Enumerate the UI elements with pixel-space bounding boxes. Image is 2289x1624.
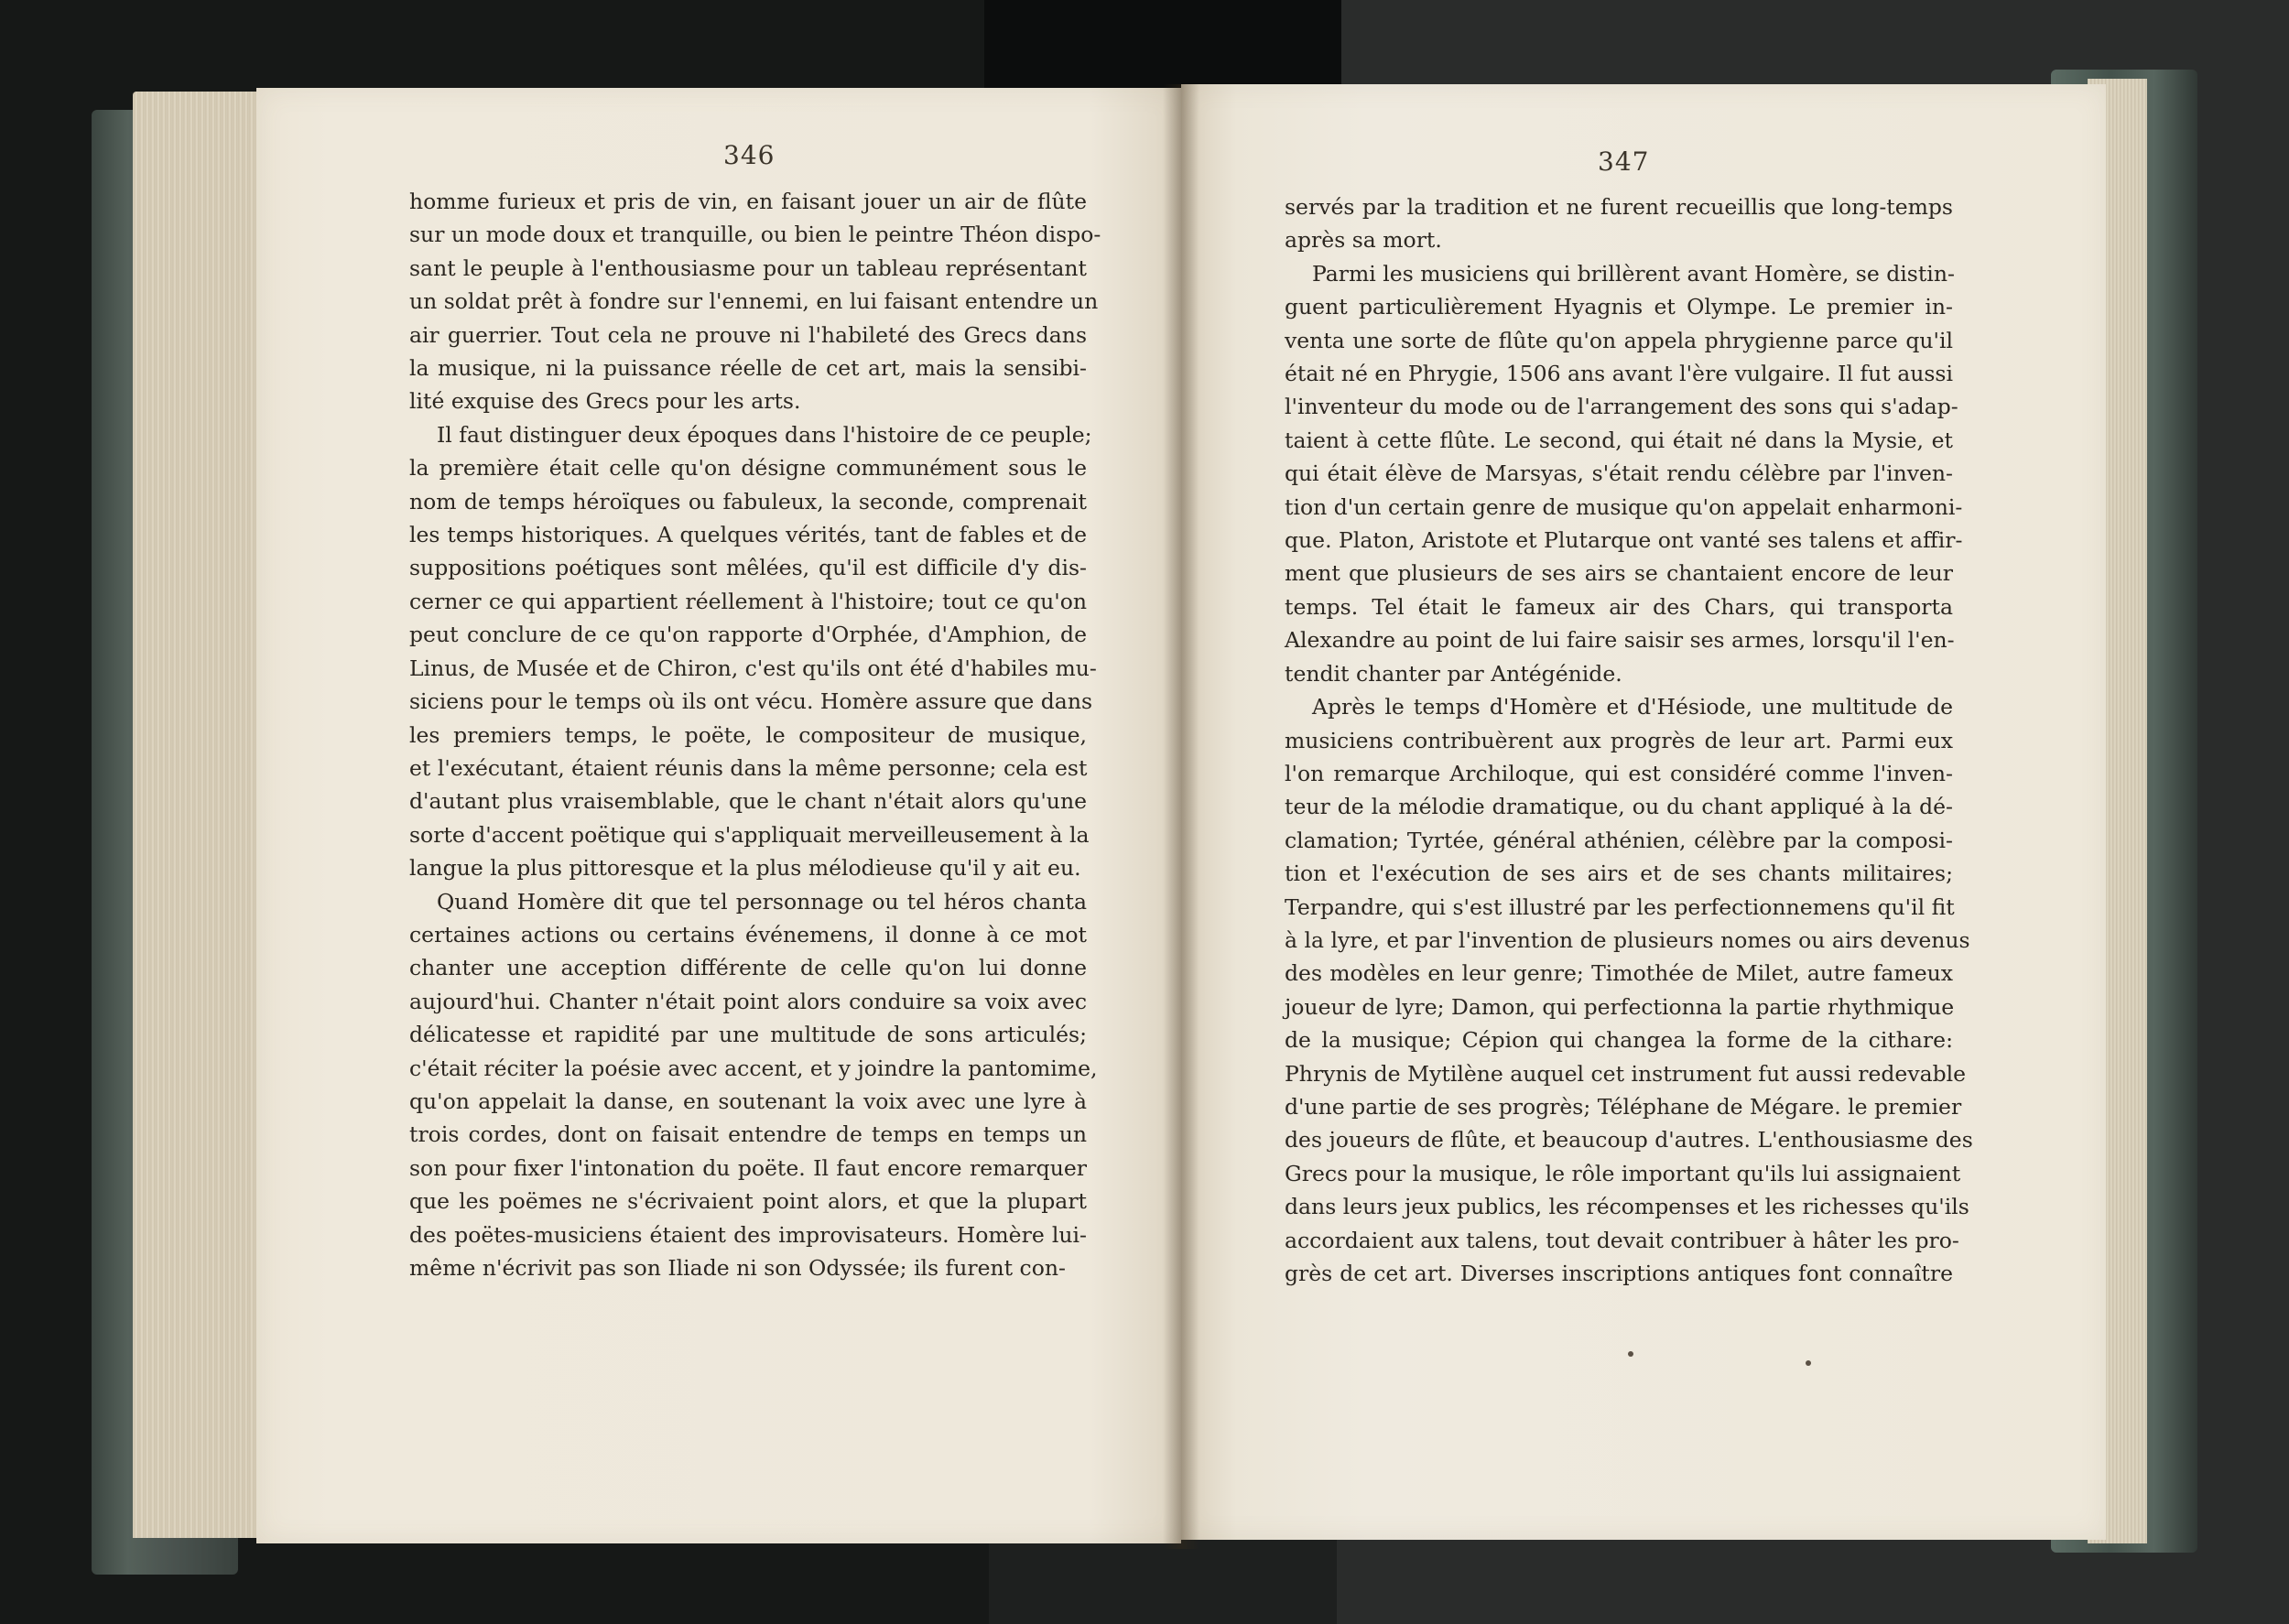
text-line: siciens pour le temps où ils ont vécu. Homère assure que dans [409, 688, 1093, 715]
text-line: la musique, ni la puissance réelle de cet art, mais la sensibi- [409, 355, 1087, 382]
text-line: tion d'un certain genre de musique qu'on appelait enharmoni- [1285, 493, 1963, 520]
text-line: cerner ce qui appartient réellement à l'histoire; tout ce qu'on [409, 588, 1087, 614]
text-line: Parmi les musiciens qui brillèrent avant Homère, se distin- [1312, 260, 1955, 287]
text-line: délicatesse et rapidité par une multitude de sons articulés; [409, 1022, 1087, 1048]
text-line: un soldat prêt à fondre sur l'ennemi, en lui faisant entendre un [409, 288, 1099, 315]
text-line: langue la plus pittoresque et la plus mélodieuse qu'il y ait eu. [409, 855, 1081, 882]
text-line: suppositions poétiques sont mêlées, qu'il est difficile d'y dis- [409, 555, 1087, 581]
left-page-text [409, 185, 1101, 1284]
right-page-number: 347 [1598, 146, 1650, 177]
text-line: que. Platon, Aristote et Plutarque ont vanté ses talens et affir- [1285, 527, 1963, 554]
text-line: des poëtes-musiciens étaient des improvisateurs. Homère lui- [409, 1221, 1087, 1248]
text-line: taient à cette flûte. Le second, qui était né dans la Mysie, et [1285, 427, 1953, 453]
text-line: les temps historiques. A quelques vérités, tant de fables et de [409, 522, 1087, 548]
text-line: venta une sorte de flûte qu'on appela phrygienne parce qu'il [1285, 327, 1953, 353]
text-line: Quand Homère dit que tel personnage ou tel héros chanta [437, 888, 1087, 915]
text-line: son pour fixer l'intonation du poëte. Il faut encore remarquer [409, 1154, 1087, 1181]
text-line: nom de temps héroïques ou fabuleux, la seconde, comprenait [409, 488, 1087, 514]
text-line: sant le peuple à l'enthousiasme pour un tableau représentant [409, 254, 1087, 281]
page-edges-left [133, 92, 270, 1538]
left-page-number: 346 [723, 140, 776, 170]
text-line: temps. Tel était le fameux air des Chars, qui transporta [1285, 593, 1953, 620]
text-line: lité exquise des Grecs pour les arts. [409, 388, 801, 415]
text-line: chanter une acception différente de celle qu'on lui donne [409, 955, 1087, 981]
text-line: de la musique; Cépion qui changea la forme de la cithare: [1285, 1027, 1953, 1054]
text-line: d'une partie de ses progrès; Téléphane de Mégare. le premier [1285, 1093, 1962, 1120]
text-line: homme furieux et pris de vin, en faisant jouer un air de flûte [409, 189, 1087, 214]
text-line: sur un mode doux et tranquille, ou bien le peintre Théon dispo- [409, 222, 1101, 248]
text-line: guent particulièrement Hyagnis et Olympe. Le premier in- [1285, 294, 1953, 320]
text-line: Après le temps d'Homère et d'Hésiode, une multitude de [1312, 694, 1953, 720]
paper-speck [1806, 1360, 1811, 1366]
text-line: qu'on appelait la danse, en soutenant la voix avec une lyre à [409, 1088, 1087, 1114]
text-line: clamation; Tyrtée, général athénien, célèbre par la composi- [1285, 827, 1953, 853]
text-line: à la lyre, et par l'invention de plusieurs nomes ou airs devenus [1285, 926, 1970, 953]
text-line: la première était celle qu'on désigne communément sous le [409, 455, 1087, 482]
text-line: Alexandre au point de lui faire saisir ses armes, lorsqu'il l'en- [1285, 627, 1955, 654]
paper-speck [1628, 1351, 1633, 1357]
text-line: air guerrier. Tout cela ne prouve ni l'habileté des Grecs dans [409, 321, 1087, 348]
text-line: grès de cet art. Diverses inscriptions antiques font connaître [1285, 1261, 1953, 1286]
text-line: des joueurs de flûte, et beaucoup d'autres. L'enthousiasme des [1285, 1127, 1973, 1153]
text-line: tion et l'exécution de ses airs et de ses chants militaires; [1285, 861, 1953, 887]
text-line: qui était élève de Marsyas, s'était rendu célèbre par l'inven- [1285, 460, 1953, 487]
text-line: des modèles en leur genre; Timothée de Milet, autre fameux [1285, 960, 1953, 987]
text-line: trois cordes, dont on faisait entendre de temps en temps un [409, 1121, 1087, 1148]
text-line: et l'exécutant, étaient réunis dans la même personne; cela est [409, 754, 1088, 781]
text-line: servés par la tradition et ne furent recueillis que long-temps [1285, 194, 1953, 220]
text-line: l'inventeur du mode ou de l'arrangement des sons qui s'adap- [1285, 394, 1958, 420]
text-line: après sa mort. [1285, 227, 1442, 254]
text-line: Phrynis de Mytilène auquel cet instrument fut aussi redevable [1285, 1060, 1967, 1087]
text-line: teur de la mélodie dramatique, ou du chant appliqué à la dé- [1285, 794, 1953, 820]
text-line: d'autant plus vraisemblable, que le chant n'était alors qu'une [409, 788, 1087, 815]
text-line: était né en Phrygie, 1506 ans avant l'ère vulgaire. Il fut aussi [1285, 361, 1953, 387]
text-line: dans leurs jeux publics, les récompenses et les richesses qu'ils [1285, 1194, 1969, 1220]
text-line: aujourd'hui. Chanter n'était point alors conduire sa voix avec [409, 988, 1087, 1014]
text-line: accordaient aux talens, tout devait contribuer à hâter les pro- [1285, 1227, 1959, 1253]
text-line: tendit chanter par Antégénide. [1285, 660, 1622, 687]
text-line: c'était réciter la poésie avec accent, et y joindre la pantomime, [409, 1055, 1098, 1081]
text-line: certaines actions ou certains événemens, il donne à ce mot [409, 921, 1087, 947]
text-line: ment que plusieurs de ses airs se chantaient encore de leur [1285, 560, 1953, 587]
text-line: Terpandre, qui s'est illustré par les perfectionnemens qu'il fit [1285, 893, 1955, 920]
text-line: l'on remarque Archiloque, qui est considéré comme l'inven- [1285, 760, 1953, 786]
text-line: Linus, de Musée et de Chiron, c'est qu'ils ont été d'habiles mu- [409, 655, 1097, 681]
text-line: Grecs pour la musique, le rôle important qu'ils lui assignaient [1285, 1160, 1961, 1186]
text-line: Il faut distinguer deux époques dans l'histoire de ce peuple; [437, 421, 1092, 448]
text-line: sorte d'accent poëtique qui s'appliquait merveilleusement à la [409, 821, 1090, 848]
text-line: joueur de lyre; Damon, qui perfectionna la partie rhythmique [1285, 993, 1955, 1020]
text-line: même n'écrivit pas son Iliade ni son Odyssée; ils furent con- [409, 1255, 1066, 1281]
text-line: que les poëmes ne s'écrivaient point alors, et que la plupart [409, 1188, 1087, 1215]
right-page-text [1285, 190, 1973, 1290]
text-line: musiciens contribuèrent aux progrès de leur art. Parmi eux [1285, 727, 1953, 753]
text-line: les premiers temps, le poëte, le compositeur de musique, [409, 721, 1087, 748]
text-line: peut conclure de ce qu'on rapporte d'Orphée, d'Amphion, de [409, 622, 1087, 648]
book-gutter [1163, 84, 1199, 1549]
